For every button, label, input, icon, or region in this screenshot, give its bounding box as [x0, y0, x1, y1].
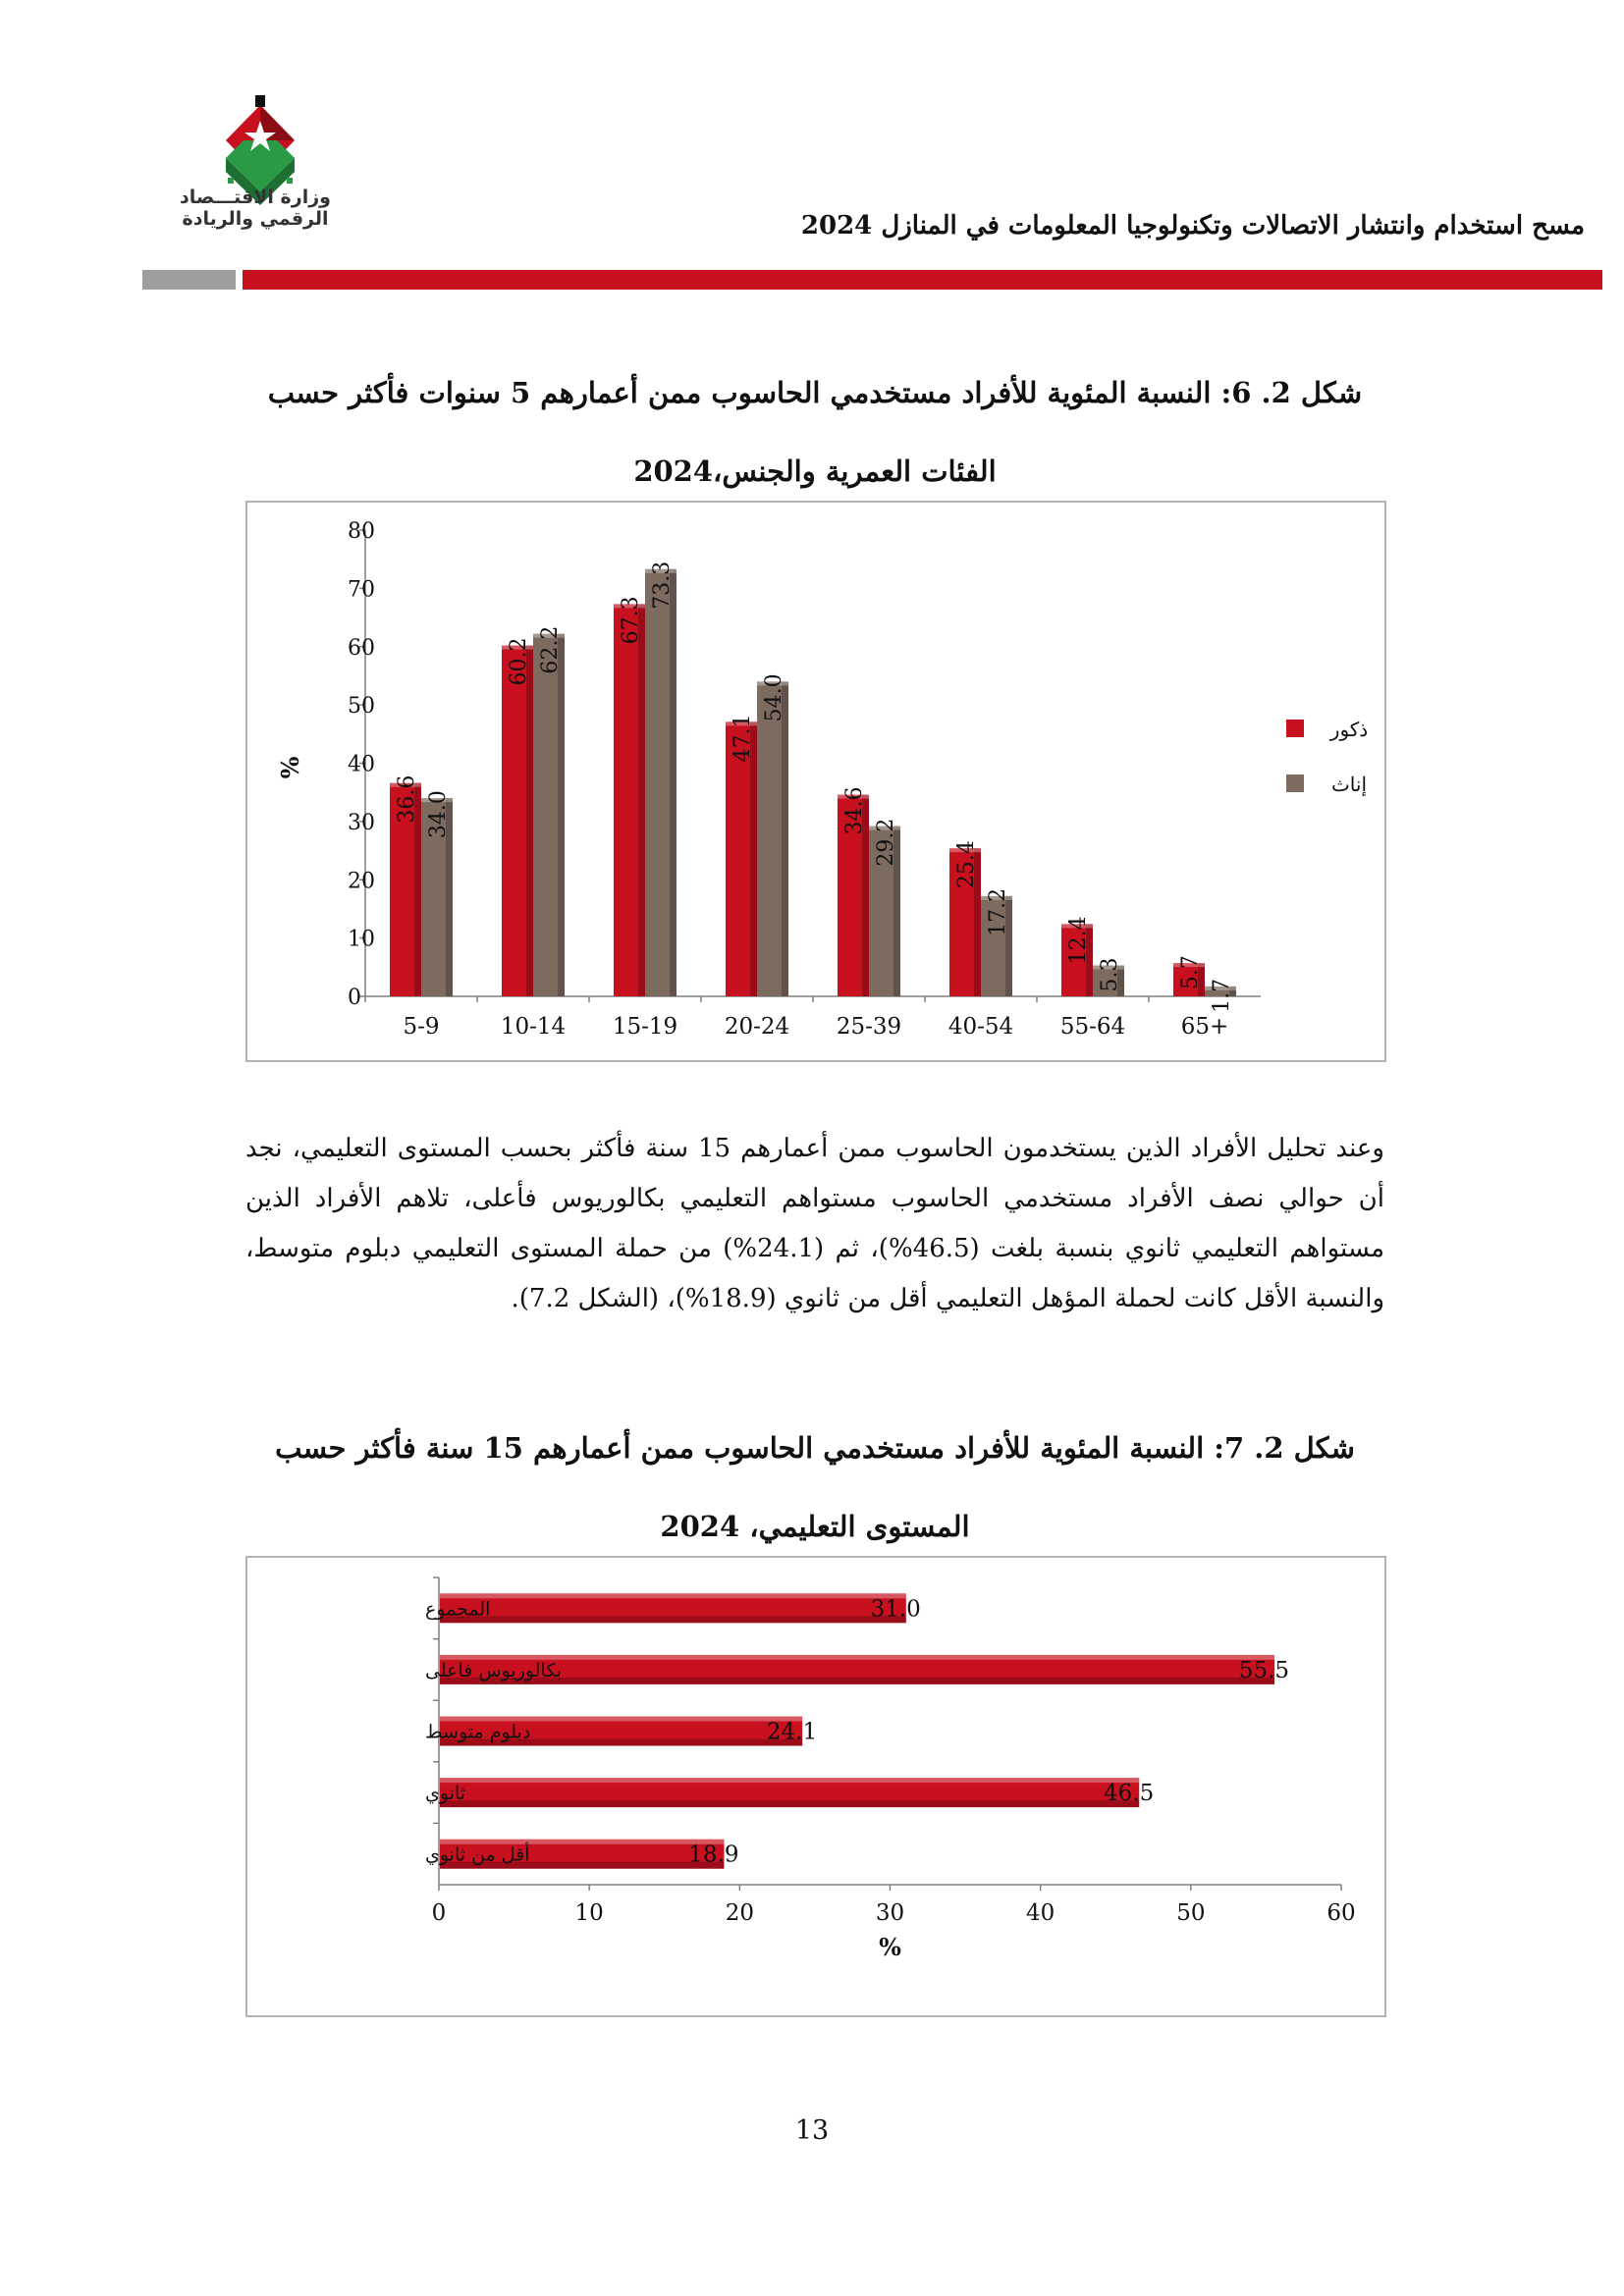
figure-6-chart-frame — [245, 501, 1386, 1062]
x-tick-label: 0 — [431, 1900, 447, 1926]
bar-shade — [558, 634, 565, 996]
category-label: بكالوريوس فاعلى — [425, 1659, 563, 1682]
y-tick-label: 0 — [348, 986, 361, 1010]
bar-value-label: 12.4 — [1066, 916, 1091, 965]
x-tick-label: 15-19 — [612, 1014, 678, 1040]
x-tick-label: 10 — [574, 1900, 604, 1926]
bar-value-label: 5.7 — [1178, 955, 1203, 990]
y-tick-label: 50 — [348, 694, 375, 720]
bar-value-label: 60.2 — [507, 637, 531, 686]
bar-value-label: 62.2 — [538, 625, 563, 674]
figure-7-caption-line1: شكل 2. 7: النسبة المئوية للأفراد مستخدمي الحاسوب ممن أعمارهم 15 سنة فأكثر حسب — [275, 1431, 1355, 1465]
figure-7-chart — [247, 1558, 1384, 2015]
bar-value-label: 34.6 — [842, 786, 867, 835]
x-tick-label: 20-24 — [724, 1014, 790, 1040]
bar-shade — [440, 1678, 1274, 1684]
figure-6-caption-line2: الفئات العمرية والجنس،2024 — [633, 454, 997, 488]
bar-value-label: 34.0 — [426, 790, 451, 839]
x-tick-label: 55-64 — [1059, 1014, 1126, 1040]
bar-highlight — [440, 1655, 1274, 1660]
x-tick-label: 60 — [1326, 1900, 1356, 1926]
bar-shade — [638, 604, 645, 996]
bar-value-label: 73.3 — [650, 561, 675, 610]
y-tick-label: 10 — [348, 927, 375, 952]
bar-value-label: 54.0 — [762, 673, 786, 722]
x-tick-label: +65 — [1180, 1014, 1229, 1040]
bar-highlight — [440, 1593, 906, 1598]
figure-7-chart-frame — [245, 1556, 1386, 2017]
page-number: 13 — [794, 2115, 830, 2146]
bar-value-label: 46.5 — [1104, 1781, 1155, 1807]
category-label: المجموع — [425, 1598, 491, 1621]
ministry-name-line1: وزارة الاقتـــصاد — [180, 187, 331, 208]
x-axis-title: % — [879, 1933, 901, 1961]
x-tick-label: 10-14 — [500, 1014, 567, 1040]
body-paragraph: وعند تحليل الأفراد الذين يستخدمون الحاسوب ممن أعمارهم 15 سنة فأكثر بحسب المستوى التعليمي، نجد أن حوالي نصف الأفراد مستخدمي الحاسوب مستواهم التعليمي بكالوريوس فأعلى، تلاهم الأفراد الذين مستواهم التعليمي ثانوي بنسبة بلغت (46.5%)، ثم (24.1%) من حملة المستوى التعليمي دبلوم متوسط، والنسبة الأقل كانت لحملة المؤهل التعليمي أقل من ثانوي (18.9%)، (الشكل 7.2). — [245, 1134, 1384, 1313]
bar-value-label: 36.6 — [395, 774, 419, 824]
figure-6-caption — [245, 353, 1384, 510]
bar-value-label: 5.3 — [1098, 957, 1122, 992]
x-tick-label: 50 — [1176, 1900, 1206, 1926]
figure-6-caption-line1: شكل 2. 6: النسبة المئوية للأفراد مستخدمي الحاسوب ممن أعمارهم 5 سنوات فأكثر حسب — [267, 376, 1363, 409]
bar-value-label: 29.2 — [874, 818, 898, 867]
legend-swatch — [1286, 720, 1304, 737]
bar-value-label: 17.2 — [986, 887, 1010, 936]
document-header-title: مسح استخدام وانتشار الاتصالات وتكنولوجيا المعلومات في المنازل 2024 — [800, 211, 1585, 240]
y-tick-label: 20 — [348, 869, 375, 894]
legend-label: ذكور — [1329, 718, 1369, 741]
bar-shade — [526, 646, 533, 996]
bar-shade — [670, 569, 677, 996]
bar-value-label: 31.0 — [870, 1596, 921, 1623]
y-tick-label: 60 — [348, 635, 375, 661]
legend-label: إناث — [1330, 773, 1368, 796]
bar-shade — [440, 1616, 906, 1623]
x-tick-label: 30 — [875, 1900, 905, 1926]
x-tick-label: 40-54 — [947, 1014, 1014, 1040]
bar-value-label: 1.7 — [1210, 978, 1234, 1013]
bar-value-label: 55.5 — [1238, 1657, 1290, 1683]
x-tick-label: 25-39 — [836, 1014, 902, 1040]
category-label: أقل من ثانوي — [425, 1843, 530, 1866]
y-axis-title: % — [276, 756, 304, 779]
y-tick-label: 30 — [348, 810, 375, 835]
legend-swatch — [1286, 774, 1304, 792]
x-tick-label: 20 — [725, 1900, 754, 1926]
bar-highlight — [440, 1778, 1139, 1783]
ministry-name-line2: الرقمي والريادة — [182, 208, 329, 230]
header-band-red — [243, 270, 1602, 290]
figure-7-caption-line2: المستوى التعليمي، 2024 — [660, 1510, 970, 1543]
x-tick-label: 5-9 — [403, 1014, 440, 1040]
ministry-name — [157, 187, 353, 230]
figure-6-chart — [247, 503, 1384, 1060]
y-tick-label: 40 — [348, 752, 375, 777]
bar-shade — [440, 1800, 1139, 1807]
bar-value-label: 67.3 — [619, 596, 643, 645]
x-tick-label: 40 — [1026, 1900, 1056, 1926]
y-tick-label: 70 — [348, 577, 375, 603]
y-tick-label: 80 — [348, 519, 375, 544]
bar-value-label: 47.1 — [731, 714, 755, 763]
category-label: ثانوي — [425, 1783, 466, 1805]
bar-shade — [782, 681, 788, 996]
bar-value-label: 18.9 — [688, 1842, 739, 1868]
header-band-gray — [142, 270, 236, 290]
figure-7-caption — [245, 1409, 1384, 1566]
bar-value-label: 24.1 — [766, 1719, 818, 1745]
category-label: دبلوم متوسط — [425, 1721, 531, 1743]
bar-value-label: 25.4 — [954, 840, 979, 889]
